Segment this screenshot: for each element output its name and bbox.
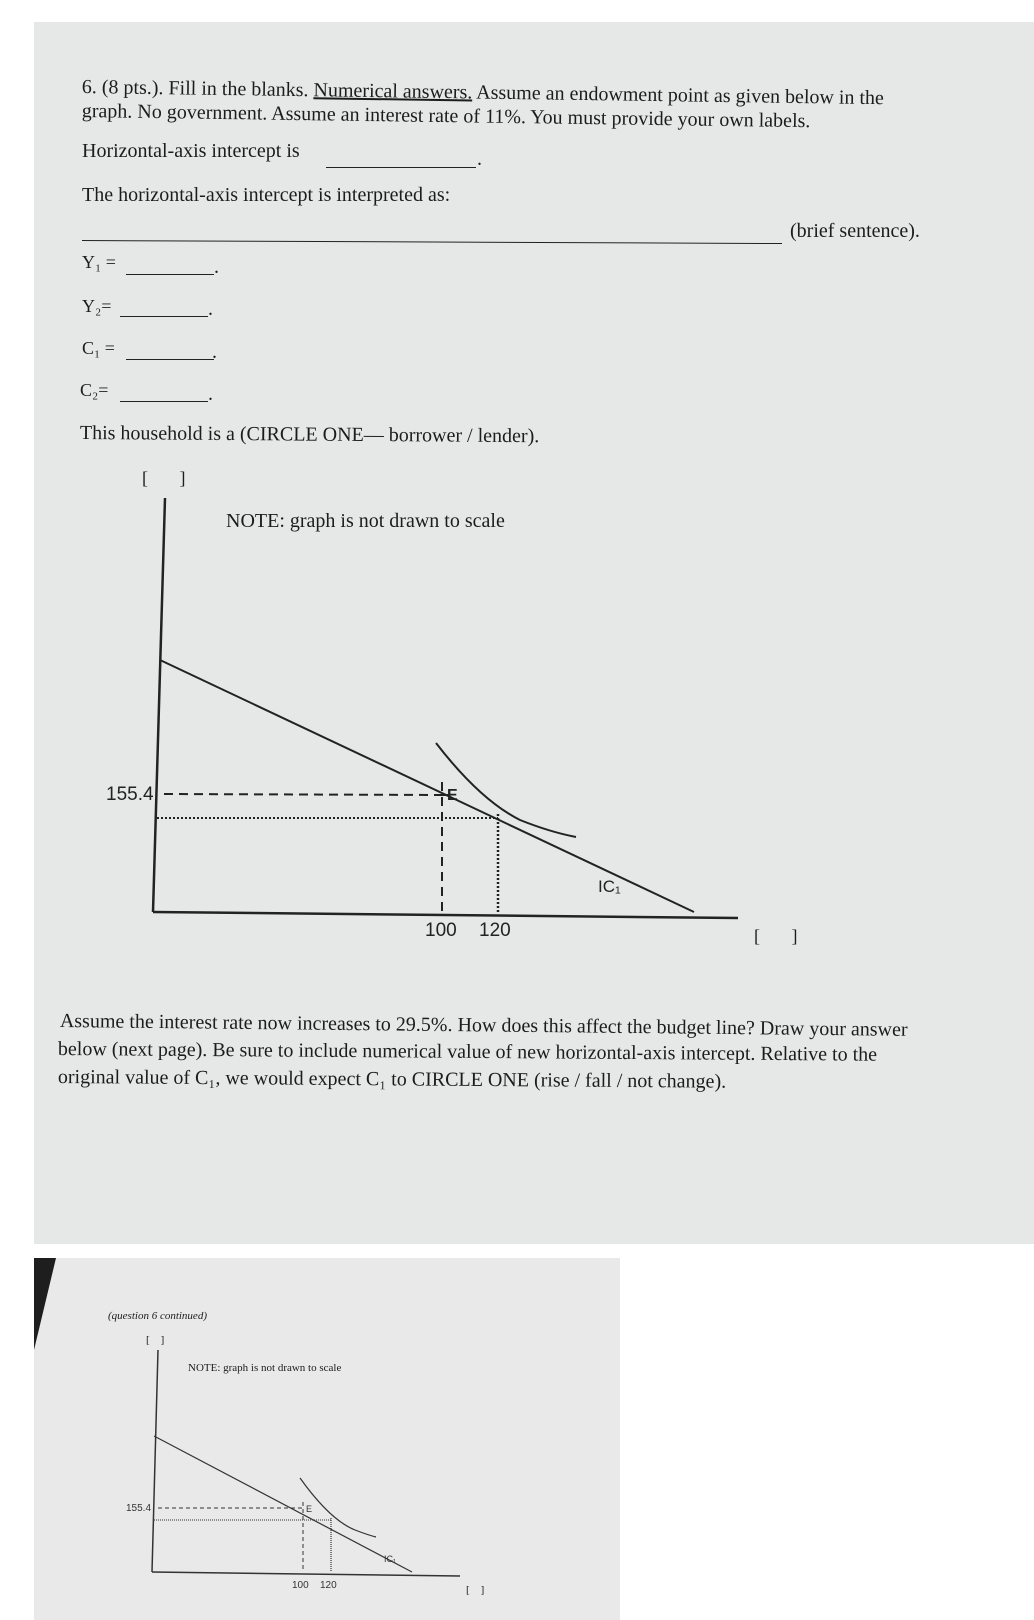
x-tick-120: 120 (479, 920, 511, 941)
followup-line1: Assume the interest rate now increases to 29.5%. How does this affect the budget line? Draw your answer (59, 1010, 908, 1041)
blank-period: . (477, 148, 482, 170)
page2-x-tick-120: 120 (320, 1580, 337, 1591)
household-type-question: This household is a (CIRCLE ONE— borrower / lender). (79, 422, 540, 448)
page2-graph-note: NOTE: graph is not drawn to scale (188, 1362, 342, 1374)
followup-line3: original value of C₁, we would expect C₁ to CIRCLE ONE (rise / fall / not change). (57, 1066, 727, 1093)
interpretation-label: The horizontal-axis intercept is interpreted as: (82, 184, 451, 206)
horizontal-intercept-label: Horizontal-axis intercept is (82, 140, 300, 162)
blank-period: . (208, 298, 213, 320)
numerical-answers-emphasis: Numerical answers. (313, 79, 473, 104)
y2-label: Y₂= (82, 296, 112, 316)
page2-y-tick: 155.4 (126, 1503, 152, 1514)
question-header-line2: graph. No government. Assume an interest rate of 11%. You must provide your own labels. (81, 100, 811, 133)
graph-note: NOTE: graph is not drawn to scale (226, 510, 505, 532)
blank-period: . (212, 341, 217, 363)
y1-label: Y₁ = (82, 252, 116, 272)
c1-label: C₁ = (82, 338, 115, 358)
page2-x-axis (152, 1572, 460, 1576)
brief-sentence-label: (brief sentence). (790, 220, 920, 242)
x-tick-100: 100 (425, 920, 457, 941)
page2-ic-label: IC₁ (384, 1554, 397, 1564)
y-tick-155-4: 155.4 (106, 784, 154, 805)
question-continued-label: (question 6 continued) (108, 1310, 207, 1322)
followup-line2: below (next page). Be sure to include numerical value of new horizontal-axis intercept. Relative to the (57, 1038, 878, 1066)
page2-y-bracket[interactable]: [ ] (146, 1334, 165, 1346)
blank-period: . (214, 256, 219, 278)
page2-y-axis (152, 1350, 158, 1572)
page2-x-bracket[interactable]: [ ] (466, 1584, 485, 1596)
y-axis-label-bracket[interactable]: [ ] (142, 468, 186, 488)
question-number: 6. (8 pts.). Fill in the blanks. (81, 76, 309, 102)
x-axis-label-bracket[interactable]: [ ] (754, 926, 798, 946)
endowment-point-label: E (447, 787, 458, 804)
page2-budget-line (154, 1436, 412, 1572)
blank-period: . (208, 383, 213, 405)
page2-endowment-label: E (306, 1504, 313, 1514)
page2-x-tick-100: 100 (292, 1580, 309, 1591)
c2-label: C₂= (80, 380, 109, 400)
indifference-curve-label: IC₁ (598, 877, 621, 896)
question-line1-rest: Assume an endowment point as given below in the (476, 81, 885, 110)
